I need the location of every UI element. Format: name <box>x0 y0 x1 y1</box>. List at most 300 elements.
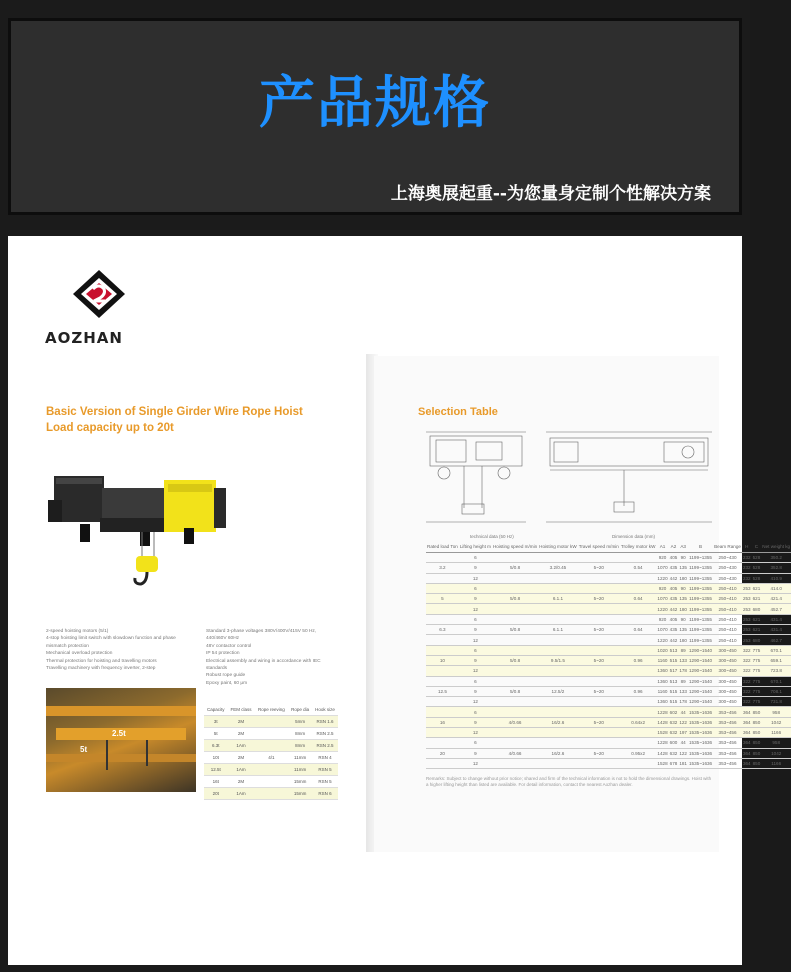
table-cell <box>578 583 620 593</box>
table-cell: 452.7 <box>761 604 791 614</box>
table-cell: 1360 <box>656 697 668 707</box>
table-cell: 1535~1636 <box>688 728 713 738</box>
table-cell <box>620 583 657 593</box>
table-cell: 6 <box>459 676 492 686</box>
table-cell: 12 <box>459 666 492 676</box>
table-cell: 1428 <box>656 717 668 727</box>
feature-item: standards <box>206 666 228 672</box>
table-cell: 9 <box>459 655 492 665</box>
table-row <box>426 594 791 604</box>
table-cell: 1166 <box>761 758 791 768</box>
table-cell: 353~456 <box>713 728 742 738</box>
table-cell: 1199~1355 <box>688 604 713 614</box>
table-cell: 1290~1540 <box>688 666 713 676</box>
table-cell: 680 <box>752 604 762 614</box>
table-cell: 12 <box>459 573 492 583</box>
table-cell <box>538 645 578 655</box>
table-cell <box>538 604 578 614</box>
table-cell: 723.8 <box>761 666 791 676</box>
table-cell <box>538 738 578 748</box>
remarks <box>426 776 712 788</box>
table-cell: 1Am <box>227 788 254 800</box>
column-header: Beam Range <box>713 540 742 553</box>
table-cell: 421.4 <box>761 594 791 604</box>
table-cell: 405 <box>669 553 679 563</box>
column-header: Rated load Ton <box>426 540 459 553</box>
table-cell <box>426 738 459 748</box>
table-cell: 1290~1540 <box>688 645 713 655</box>
table-cell: 775 <box>752 666 762 676</box>
table-cell <box>492 583 538 593</box>
table-cell: 1220 <box>656 635 668 645</box>
table-cell: 1290~1540 <box>688 686 713 696</box>
table-cell: 775 <box>752 655 762 665</box>
table-cell: 353~456 <box>713 738 742 748</box>
table-cell: 180 <box>678 573 688 583</box>
table-cell: 670.1 <box>761 645 791 655</box>
table-cell: 122 <box>678 717 688 727</box>
table-cell: 12.5 <box>426 686 459 696</box>
table-cell: 4/0.66 <box>492 748 538 758</box>
table-cell: 232 <box>742 573 752 583</box>
table-cell <box>492 707 538 717</box>
table-row <box>426 666 791 676</box>
table-cell: 180 <box>678 604 688 614</box>
table-cell <box>620 604 657 614</box>
table-cell: 181 <box>678 758 688 768</box>
table-cell: 632 <box>669 748 679 758</box>
table-cell <box>492 635 538 645</box>
table-cell: 3t <box>204 716 227 728</box>
table-cell: 20 <box>426 748 459 758</box>
table-cell: 6 <box>459 553 492 563</box>
column-header: Hoisting motor kW <box>538 540 578 553</box>
table-cell <box>578 728 620 738</box>
table-cell <box>620 666 657 676</box>
table-cell: 364 <box>742 707 752 717</box>
table-cell: 89 <box>678 645 688 655</box>
table-cell: 300~450 <box>713 686 742 696</box>
table-cell: 6 <box>459 645 492 655</box>
capacity-spec-table <box>204 704 338 800</box>
table-cell <box>426 614 459 624</box>
table-cell: 250~410 <box>713 635 742 645</box>
table-cell: 850 <box>752 748 762 758</box>
remark-text: Subject to change without prior notice; shared and firm of the technical information is not to hold the dimensional drawings. Hoist with a higher lifting height than listed are available. For detail information, contact the nearest Aozhan dealer. <box>426 776 712 787</box>
table-cell: 435 <box>669 594 679 604</box>
table-cell: 250~410 <box>713 625 742 635</box>
table-cell: 3.2/0.45 <box>538 563 578 573</box>
table-cell: RSN 1.6 <box>312 716 338 728</box>
table-cell: 5~20 <box>578 748 620 758</box>
table-cell: 250~430 <box>713 553 742 563</box>
table-cell: 16 <box>426 717 459 727</box>
table-row <box>204 716 338 728</box>
table-row <box>426 738 791 748</box>
table-cell: 1199~1355 <box>688 573 713 583</box>
table-cell <box>538 707 578 717</box>
table-cell: 1535~1636 <box>688 717 713 727</box>
table-cell: 1535~1636 <box>688 748 713 758</box>
table-row <box>426 563 791 573</box>
table-cell: 414.0 <box>761 583 791 593</box>
table-cell: 122 <box>678 748 688 758</box>
table-cell: 1360 <box>656 676 668 686</box>
table-cell <box>578 635 620 645</box>
table-cell: 850 <box>752 758 762 768</box>
table-cell: 16t <box>204 776 227 788</box>
table-cell: 44 <box>678 738 688 748</box>
table-cell: 731.8 <box>761 697 791 707</box>
table-cell: 6 <box>459 707 492 717</box>
table-cell: 6.3 <box>426 625 459 635</box>
table-cell: 3.2 <box>426 563 459 573</box>
factory-crane-photo <box>46 688 196 792</box>
table-cell: 1Am <box>227 740 254 752</box>
table-cell: 1199~1355 <box>688 583 713 593</box>
table-cell: 12.5t <box>204 764 227 776</box>
table-cell: 364 <box>742 758 752 768</box>
table-cell: 1220 <box>656 604 668 614</box>
table-cell: 197 <box>678 728 688 738</box>
table-row <box>426 676 791 686</box>
table-cell: 600 <box>669 738 679 748</box>
table-cell <box>426 553 459 563</box>
table-cell: 250~430 <box>713 563 742 573</box>
table-cell: 352.8 <box>761 563 791 573</box>
table-cell: 12 <box>459 604 492 614</box>
table-cell: RSN 5 <box>312 776 338 788</box>
table-cell: 12.5/2 <box>538 686 578 696</box>
table-cell: RSN 5 <box>312 764 338 776</box>
table-cell: 1199~1355 <box>688 553 713 563</box>
table-cell <box>620 728 657 738</box>
table-cell: 5/0.8 <box>492 594 538 604</box>
table-cell: 920 <box>656 583 668 593</box>
table-cell: 1160 <box>656 686 668 696</box>
page-subtitle: 上海奥展起重--为您量身定制个性解决方案 <box>390 184 711 204</box>
column-header: Rope dia <box>288 704 312 716</box>
table-cell: RSN 2.5 <box>312 740 338 752</box>
table-cell: 1070 <box>656 594 668 604</box>
table-cell: RSN 6 <box>312 788 338 800</box>
table-cell <box>578 707 620 717</box>
table-cell: 322 <box>742 697 752 707</box>
table-cell: 6.1.1 <box>538 625 578 635</box>
table-cell: 253 <box>742 604 752 614</box>
table-cell: 178 <box>678 697 688 707</box>
table-cell: 90 <box>678 614 688 624</box>
table-cell: 1228 <box>656 738 668 748</box>
table-cell: 1290~1540 <box>688 655 713 665</box>
table-cell: 775 <box>752 697 762 707</box>
table-cell: 670.1 <box>761 676 791 686</box>
table-cell: 364 <box>742 717 752 727</box>
table-row <box>426 728 791 738</box>
table-cell: 410.9 <box>761 573 791 583</box>
table-cell: 2M <box>227 776 254 788</box>
column-header: B <box>688 540 713 553</box>
feature-item: Epoxy paint, 60 μm <box>206 680 248 686</box>
table-cell: 1199~1355 <box>688 594 713 604</box>
table-cell: 9 <box>459 686 492 696</box>
table-cell: 513 <box>669 645 679 655</box>
table-cell <box>426 573 459 583</box>
table-cell: 90 <box>678 583 688 593</box>
table-row <box>204 752 338 764</box>
table-cell: 0.96 <box>620 686 657 696</box>
table-cell: 12 <box>459 758 492 768</box>
table-cell: 9 <box>459 625 492 635</box>
table-row <box>426 583 791 593</box>
hoist-side-drawing <box>424 428 530 528</box>
table-cell <box>578 604 620 614</box>
column-header: Capacity <box>204 704 227 716</box>
table-cell <box>426 583 459 593</box>
table-cell <box>538 758 578 768</box>
table-cell <box>492 666 538 676</box>
table-cell: 515 <box>669 686 679 696</box>
table-cell <box>578 758 620 768</box>
table-cell <box>538 697 578 707</box>
table-cell <box>538 728 578 738</box>
table-cell: 350.2 <box>761 553 791 563</box>
table-cell: 300~450 <box>713 666 742 676</box>
table-cell <box>426 676 459 686</box>
table-cell: 405 <box>669 583 679 593</box>
table-cell: 0.64 <box>620 625 657 635</box>
table-cell: 135 <box>678 563 688 573</box>
table-cell <box>620 676 657 686</box>
table-cell: 1070 <box>656 625 668 635</box>
table-cell: 6 <box>459 614 492 624</box>
table-cell <box>620 553 657 563</box>
table-cell: 5~20 <box>578 563 620 573</box>
table-cell <box>492 614 538 624</box>
table-cell: 89 <box>678 676 688 686</box>
table-cell <box>492 645 538 655</box>
table-cell: 5~20 <box>578 625 620 635</box>
table-cell: 232 <box>742 563 752 573</box>
table-row <box>426 645 791 655</box>
left-page-heading <box>46 404 303 436</box>
column-header: Net weight kg <box>761 540 791 553</box>
table-row <box>426 604 791 614</box>
table-cell: 2M <box>227 716 254 728</box>
table-cell: 300~450 <box>713 697 742 707</box>
table-cell: 958 <box>761 738 791 748</box>
table-cell: 1535~1636 <box>688 758 713 768</box>
table-cell: 353~456 <box>713 717 742 727</box>
table-cell: 1020 <box>656 645 668 655</box>
table-cell: 9 <box>459 748 492 758</box>
table-cell: 11mm <box>288 752 312 764</box>
feature-item: Mechanical overload protection <box>46 651 113 657</box>
column-header: A2 <box>669 540 679 553</box>
table-cell <box>578 676 620 686</box>
table-cell: 253 <box>742 583 752 593</box>
table-cell <box>426 645 459 655</box>
table-cell <box>538 614 578 624</box>
table-cell <box>620 645 657 655</box>
table-cell: 8mm <box>288 728 312 740</box>
table-cell: 621 <box>752 594 762 604</box>
table-cell <box>492 676 538 686</box>
table-cell <box>538 553 578 563</box>
table-cell: 1199~1355 <box>688 635 713 645</box>
left-title-line2: Load capacity up to 20t <box>46 422 174 434</box>
table-cell: 12 <box>459 635 492 645</box>
feature-item: Travelling machinery with frequency inverter, 2-step <box>46 666 156 672</box>
table-cell <box>255 788 289 800</box>
table-cell: 775 <box>752 686 762 696</box>
table-cell <box>426 707 459 717</box>
technical-group-header: technical data (50 Hz) <box>470 534 514 539</box>
column-header: Hook size <box>312 704 338 716</box>
right-catalog-page <box>374 356 791 852</box>
table-cell: 250~410 <box>713 594 742 604</box>
table-cell: 1160 <box>656 655 668 665</box>
table-cell: 9.5/1.5 <box>538 655 578 665</box>
table-cell: 5mm <box>288 716 312 728</box>
table-cell: 90 <box>678 553 688 563</box>
brand-name: AOZHAN <box>45 329 123 347</box>
table-cell: 850 <box>752 717 762 727</box>
table-cell: 435 <box>669 563 679 573</box>
table-cell: 678 <box>669 758 679 768</box>
table-cell: 300~450 <box>713 655 742 665</box>
table-cell: 1528 <box>656 758 668 768</box>
table-cell: 322 <box>742 666 752 676</box>
table-cell: 6.3t <box>204 740 227 752</box>
feature-item: 48V contactor control <box>206 643 252 649</box>
table-cell: 602 <box>669 707 679 717</box>
table-cell: 253 <box>742 625 752 635</box>
table-cell: 632 <box>669 717 679 727</box>
table-cell: 5~20 <box>578 686 620 696</box>
table-cell <box>492 697 538 707</box>
table-cell: 1528 <box>656 728 668 738</box>
remark-label: Remarks: <box>426 776 446 781</box>
table-cell: 621 <box>752 583 762 593</box>
table-cell <box>426 758 459 768</box>
table-cell: 178 <box>678 666 688 676</box>
table-cell <box>538 666 578 676</box>
table-cell: 850 <box>752 728 762 738</box>
table-cell <box>426 728 459 738</box>
table-cell: 300~450 <box>713 676 742 686</box>
table-cell: 250~430 <box>713 573 742 583</box>
table-row <box>426 707 791 717</box>
table-cell <box>578 645 620 655</box>
left-title-line1: Basic Version of Single Girder Wire Rope Hoist <box>46 406 303 418</box>
table-cell: 958 <box>761 707 791 717</box>
table-row <box>204 764 338 776</box>
table-cell: 9 <box>459 563 492 573</box>
feature-item: 2-speed hoisting motors (5/1) <box>46 629 109 634</box>
table-cell: 20t <box>204 788 227 800</box>
column-header: A3 <box>678 540 688 553</box>
table-cell <box>255 776 289 788</box>
table-cell: 1535~1636 <box>688 707 713 717</box>
table-cell: 5/0.8 <box>492 625 538 635</box>
table-cell: 2M <box>227 752 254 764</box>
table-cell: 0.64 <box>620 594 657 604</box>
table-row <box>426 748 791 758</box>
feature-item: Electrical assembly and wiring in accordance with IEC <box>206 658 321 664</box>
table-cell: 442 <box>669 573 679 583</box>
table-cell: 0.54 <box>620 563 657 573</box>
feature-item: 4-stop hoisting limit switch with slowdown function and phase <box>46 636 176 642</box>
page-title: 产品规格 <box>259 71 491 136</box>
table-cell: 1228 <box>656 707 668 717</box>
feature-item: Thermal protection for hoisting and travelling motors <box>46 658 157 664</box>
table-cell: 133 <box>678 686 688 696</box>
table-cell: 16/2.6 <box>538 717 578 727</box>
table-cell: 5~20 <box>578 717 620 727</box>
table-cell: 435 <box>669 625 679 635</box>
table-cell: 1428 <box>656 748 668 758</box>
table-cell <box>492 553 538 563</box>
dimension-group-header: Dimension data (mm) <box>612 534 656 539</box>
table-cell <box>620 758 657 768</box>
table-cell: 135 <box>678 625 688 635</box>
table-cell: 1070 <box>656 563 668 573</box>
table-cell: 1290~1540 <box>688 676 713 686</box>
table-cell <box>426 697 459 707</box>
table-cell: 632 <box>669 728 679 738</box>
banner-header <box>8 18 742 215</box>
table-cell: 10 <box>426 655 459 665</box>
table-cell <box>492 738 538 748</box>
table-cell: 5t <box>204 728 227 740</box>
table-cell: 6.1.1 <box>538 594 578 604</box>
table-cell: 322 <box>742 645 752 655</box>
table-cell: 708.1 <box>761 686 791 696</box>
column-header: A1 <box>656 540 668 553</box>
table-cell: 775 <box>752 676 762 686</box>
table-cell: 775 <box>752 645 762 655</box>
table-cell <box>492 573 538 583</box>
table-cell <box>426 635 459 645</box>
table-cell: 680 <box>752 635 762 645</box>
table-cell <box>578 614 620 624</box>
table-cell <box>620 573 657 583</box>
table-row <box>426 573 791 583</box>
feature-item: Standard 3-phase voltages 380V/400V/415V 50 Hz, <box>206 629 317 634</box>
table-cell <box>492 728 538 738</box>
table-cell: 1199~1355 <box>688 563 713 573</box>
table-row <box>426 717 791 727</box>
table-cell <box>620 707 657 717</box>
table-cell <box>538 573 578 583</box>
table-cell: 659.1 <box>761 655 791 665</box>
table-cell: 621 <box>752 614 762 624</box>
table-cell <box>578 666 620 676</box>
hoist-front-drawing <box>544 428 714 528</box>
table-cell: 528 <box>752 553 762 563</box>
table-cell: 253 <box>742 594 752 604</box>
table-cell: 621 <box>752 625 762 635</box>
feature-item: IP 54 protection <box>206 651 240 657</box>
table-cell: 11mm <box>288 764 312 776</box>
table-cell <box>538 676 578 686</box>
table-cell: 0.95x2 <box>620 748 657 758</box>
table-cell <box>620 635 657 645</box>
table-cell: 5/0.8 <box>492 655 538 665</box>
table-cell: 1166 <box>761 728 791 738</box>
table-cell: 364 <box>742 738 752 748</box>
